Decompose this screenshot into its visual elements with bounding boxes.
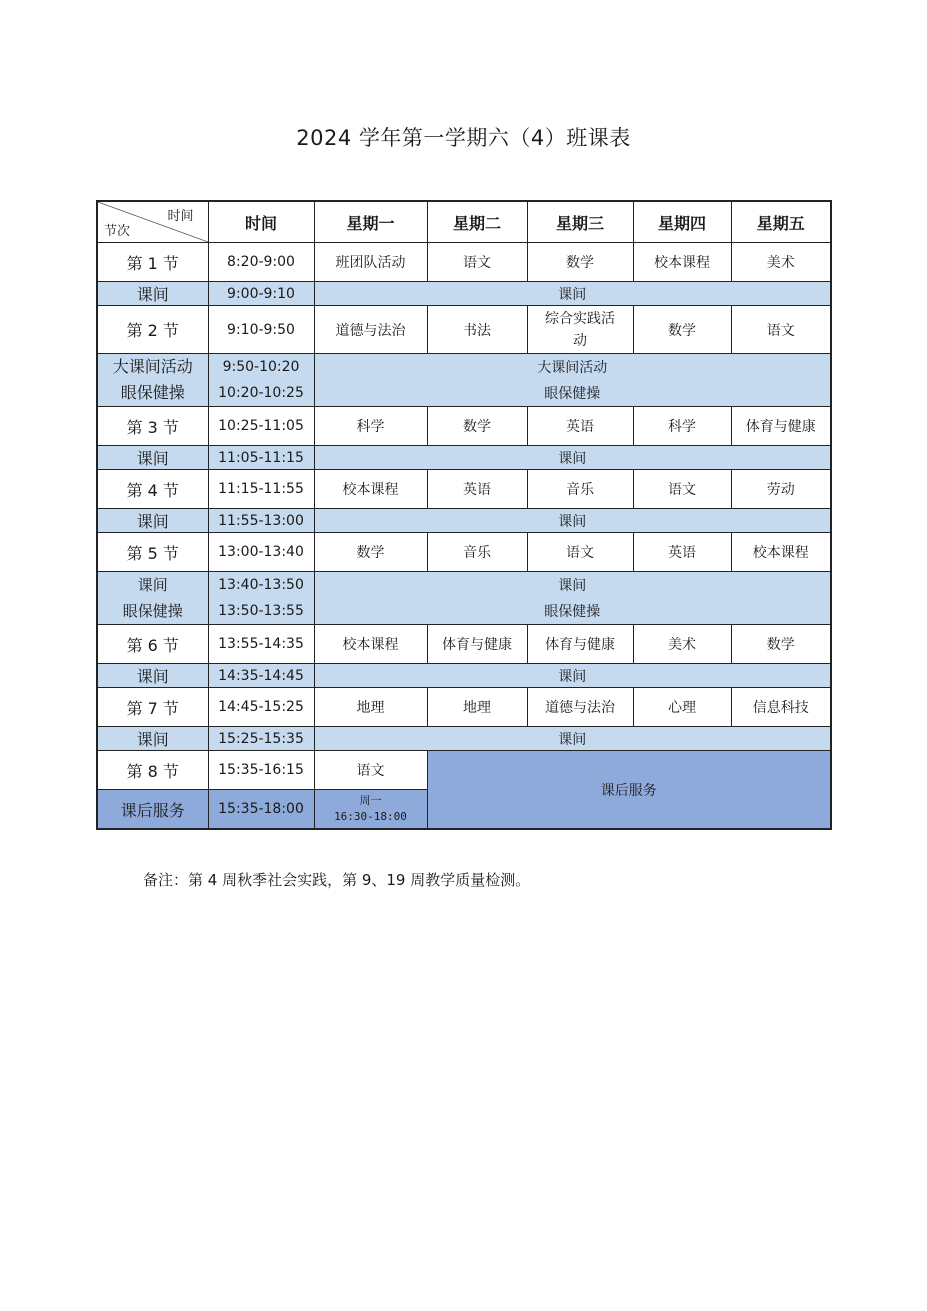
corner-top-label: 时间 [167, 209, 194, 224]
break-label: 课间 [97, 446, 208, 470]
service-monday-time: 16:30-18:00 [334, 810, 407, 823]
break-time: 15:25-15:35 [208, 727, 314, 751]
lesson-row [97, 407, 831, 446]
subject-cell: 校本课程 [314, 470, 427, 509]
big-break-time-2: 10:20-10:25 [208, 380, 314, 407]
header-day: 星期四 [633, 201, 731, 243]
after-school-block: 课后服务 [427, 751, 831, 830]
timetable [96, 200, 832, 830]
period-label: 第 7 节 [97, 688, 208, 727]
subject-cell: 书法 [427, 306, 527, 354]
lesson-row [97, 625, 831, 664]
period-label: 第 3 节 [97, 407, 208, 446]
break-time: 11:05-11:15 [208, 446, 314, 470]
subject-cell: 信息科技 [731, 688, 831, 727]
period-label: 第 4 节 [97, 470, 208, 509]
break-label: 课间 [97, 282, 208, 306]
subject-cell: 美术 [633, 625, 731, 664]
subject-cell: 英语 [427, 470, 527, 509]
period-time: 15:35-16:15 [208, 751, 314, 790]
subject-cell: 道德与法治 [314, 306, 427, 354]
lesson-row [97, 688, 831, 727]
break-row [97, 509, 831, 533]
eye-break-row [97, 598, 831, 625]
eye-break-time-2: 13:50-13:55 [208, 598, 314, 625]
break-span: 课间 [314, 509, 831, 533]
lesson-row [97, 751, 831, 790]
header-day: 星期一 [314, 201, 427, 243]
eye-break-text-1: 课间 [314, 572, 831, 599]
subject-cell: 美术 [731, 243, 831, 282]
period-time: 10:25-11:05 [208, 407, 314, 446]
service-monday [314, 790, 427, 830]
big-break-text-2: 眼保健操 [314, 380, 831, 407]
subject-cell: 综合实践活动 [527, 306, 633, 354]
header-day: 星期五 [731, 201, 831, 243]
period-time: 8:20-9:00 [208, 243, 314, 282]
subject-cell: 英语 [633, 533, 731, 572]
subject-cell: 体育与健康 [731, 407, 831, 446]
subject-cell: 数学 [633, 306, 731, 354]
subject-cell: 语文 [731, 306, 831, 354]
break-span: 课间 [314, 282, 831, 306]
big-break-label [97, 354, 208, 407]
subject-cell: 道德与法治 [527, 688, 633, 727]
break-row [97, 664, 831, 688]
header-time: 时间 [208, 201, 314, 243]
subject-cell: 音乐 [427, 533, 527, 572]
subject-cell: 校本课程 [731, 533, 831, 572]
service-time: 15:35-18:00 [208, 790, 314, 830]
period-label: 第 5 节 [97, 533, 208, 572]
subject-cell: 劳动 [731, 470, 831, 509]
eye-break-label-2: 眼保健操 [122, 602, 183, 620]
subject-cell: 校本课程 [633, 243, 731, 282]
eye-break-row [97, 572, 831, 599]
period-label: 第 6 节 [97, 625, 208, 664]
subject-cell: 地理 [427, 688, 527, 727]
big-break-label-2: 眼保健操 [120, 383, 185, 402]
service-label: 课后服务 [97, 790, 208, 830]
eye-break-text-2: 眼保健操 [314, 598, 831, 625]
break-label: 课间 [97, 727, 208, 751]
footnote: 备注：第 4 周秋季社会实践，第 9、19 周教学质量检测。 [143, 871, 531, 889]
big-break-row [97, 380, 831, 407]
subject-cell: 班团队活动 [314, 243, 427, 282]
subject-cell: 数学 [527, 243, 633, 282]
break-span: 课间 [314, 664, 831, 688]
break-row [97, 446, 831, 470]
corner-cell [97, 201, 208, 243]
break-row [97, 727, 831, 751]
period-time: 9:10-9:50 [208, 306, 314, 354]
subject-cell: 心理 [633, 688, 731, 727]
eye-break-label-1: 课间 [137, 576, 168, 594]
break-label: 课间 [97, 509, 208, 533]
page-title: 2024 学年第一学期六（4）班课表 [296, 126, 631, 150]
subject-cell: 地理 [314, 688, 427, 727]
big-break-label-1: 大课间活动 [112, 357, 193, 376]
big-break-row [97, 354, 831, 381]
subject-cell: 校本课程 [314, 625, 427, 664]
subject-cell: 语文 [427, 243, 527, 282]
eye-break-label [97, 572, 208, 625]
subject-cell: 语文 [633, 470, 731, 509]
subject-cell: 英语 [527, 407, 633, 446]
lesson-row [97, 533, 831, 572]
break-time: 14:35-14:45 [208, 664, 314, 688]
big-break-time-1: 9:50-10:20 [208, 354, 314, 381]
subject-cell: 数学 [731, 625, 831, 664]
subject-cell: 数学 [314, 533, 427, 572]
subject-cell: 科学 [314, 407, 427, 446]
period-time: 11:15-11:55 [208, 470, 314, 509]
period-time: 13:00-13:40 [208, 533, 314, 572]
break-label: 课间 [97, 664, 208, 688]
header-day: 星期三 [527, 201, 633, 243]
subject-cell: 体育与健康 [527, 625, 633, 664]
header-row [97, 201, 831, 243]
period-label: 第 1 节 [97, 243, 208, 282]
period-label: 第 8 节 [97, 751, 208, 790]
big-break-text-1: 大课间活动 [314, 354, 831, 381]
period-time: 13:55-14:35 [208, 625, 314, 664]
break-span: 课间 [314, 727, 831, 751]
service-monday-day: 周一 [359, 794, 382, 807]
header-day: 星期二 [427, 201, 527, 243]
subject-cell: 语文 [314, 751, 427, 790]
break-span: 课间 [314, 446, 831, 470]
subject-cell: 科学 [633, 407, 731, 446]
break-time: 11:55-13:00 [208, 509, 314, 533]
break-time: 9:00-9:10 [208, 282, 314, 306]
break-row [97, 282, 831, 306]
subject-cell: 数学 [427, 407, 527, 446]
period-time: 14:45-15:25 [208, 688, 314, 727]
lesson-row [97, 243, 831, 282]
subject-cell: 体育与健康 [427, 625, 527, 664]
subject-cell: 语文 [527, 533, 633, 572]
period-label: 第 2 节 [97, 306, 208, 354]
lesson-row [97, 470, 831, 509]
eye-break-time-1: 13:40-13:50 [208, 572, 314, 599]
lesson-row [97, 306, 831, 354]
subject-cell: 音乐 [527, 470, 633, 509]
corner-bottom-label: 节次 [104, 224, 131, 239]
